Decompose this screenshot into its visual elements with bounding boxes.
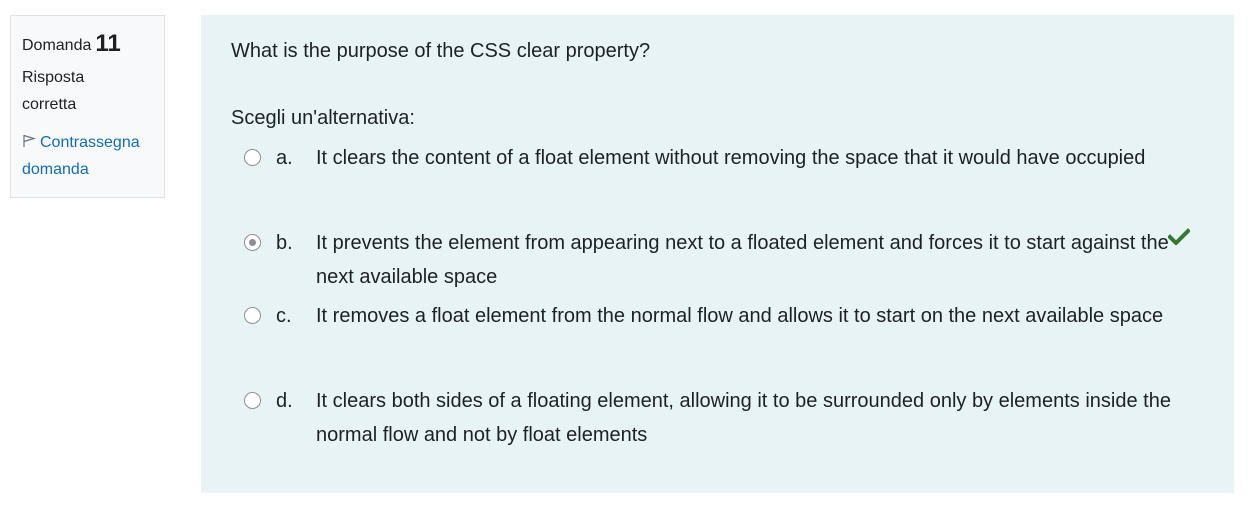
flag-question-link[interactable] — [22, 129, 153, 183]
radio-option-c[interactable] — [244, 307, 261, 324]
question-content — [201, 15, 1234, 493]
option-text: It clears both sides of a floating element, allowing it to be surrounded only by elements inside the normal flow and not by float elements — [316, 390, 1171, 446]
radio-option-b[interactable] — [244, 234, 261, 251]
question-number — [22, 30, 153, 60]
question-text: What is the purpose of the CSS clear property? — [231, 40, 651, 62]
question-state: Risposta corretta — [22, 69, 85, 113]
flag-icon — [22, 134, 36, 148]
question-info-panel — [10, 15, 165, 198]
question-label: Domanda — [22, 37, 92, 54]
option-text: It clears the content of a float element without removing the space that it would have occupied — [316, 147, 1146, 169]
flag-question-label: Contrassegna domanda — [22, 134, 140, 178]
option-text: It prevents the element from appearing next to a floated element and forces it to start against the next available space — [316, 232, 1169, 288]
option-text: It removes a float element from the normal flow and allows it to start on the next available space — [316, 305, 1164, 327]
option-letter: b. — [276, 232, 293, 254]
option-letter: a. — [276, 147, 293, 169]
radio-option-d[interactable] — [244, 392, 261, 409]
option-text-with-check — [316, 226, 1206, 294]
correct-check-icon — [1168, 228, 1190, 245]
answer-prompt: Scegli un'alternativa: — [231, 107, 415, 129]
option-letter: c. — [276, 305, 292, 327]
option-letter: d. — [276, 390, 293, 412]
radio-option-a[interactable] — [244, 149, 261, 166]
question-number-value: 11 — [95, 30, 121, 57]
